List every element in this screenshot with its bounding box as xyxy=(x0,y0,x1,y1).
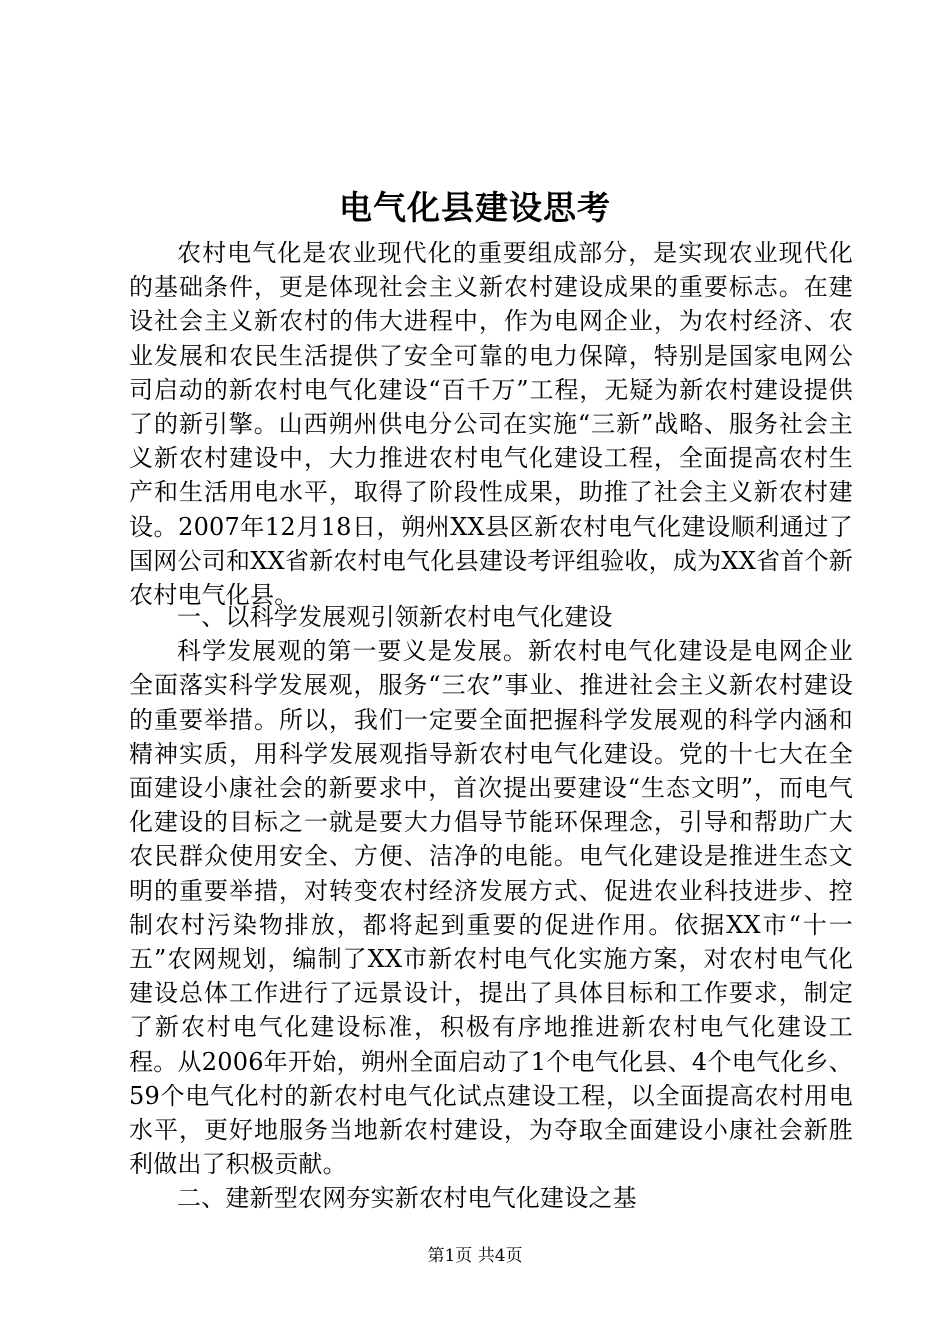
document-title: 电气化县建设思考 xyxy=(339,188,611,227)
page-number: 第1页 共4页 xyxy=(427,1246,523,1266)
section-heading-two: 二、建新型农网夯实新农村电气化建设之基 xyxy=(177,1184,637,1213)
section-one-paragraph: 科学发展观的第一要义是发展。新农村电气化建设是电网企业全面落实科学发展观，服务“三农”事业、推进社会主义新农村建设的重要举措。所以，我们一定要全面把握科学发展观的科学内涵和精神实质，用科学发展观指导新农村电气化建设。党的十七大在全面建设小康社会的新要求中，首次提出要建设“生态文明”，而电气化建设的目标之一就是要大力倡导节能环保理念，引导和帮助广大农民群众使用安全、方便、洁净的电能。电气化建设是推进生态文明的重要举措，对转变农村经济发展方式、促进农业科技进步、控制农村污染物排放，都将起到重要的促进作用。依据XX市“十一五”农网规划，编制了XX市新农村电气化实施方案，对农村电气化建设总体工作进行了远景设计，提出了具体目标和工作要求，制定了新农村电气化建设标准，积极有序地推进新农村电气化建设工程。从2006年开始，朔州全面启动了1个电气化县、4个电气化乡、59个电气化村的新农村电气化试点建设工程，以全面提高农村用电水平，更好地服务当地新农村建设，为夺取全面建设小康社会新胜利做出了积极贡献。 xyxy=(129,637,853,1179)
section-one xyxy=(129,600,853,1216)
intro-paragraph: 农村电气化是农业现代化的重要组成部分，是实现农业现代化的基础条件，更是体现社会主义新农村建设成果的重要标志。在建设社会主义新农村的伟大进程中，作为电网企业，为农村经济、农业发展和农民生活提供了安全可靠的电力保障，特别是国家电网公司启动的新农村电气化建设“百千万”工程，无疑为新农村建设提供了的新引擎。山西朔州供电分公司在实施“三新”战略、服务社会主义新农村建设中，大力推进农村电气化建设工程，全面提高农村生产和生活用电水平，取得了阶段性成果，助推了社会主义新农村建设。2007年12月18日，朔州XX县区新农村电气化建设顺利通过了国网公司和XX省新农村电气化县建设考评组验收，成为XX省首个新农村电气化县。 xyxy=(129,239,853,610)
section-heading-one: 一、以科学发展观引领新农村电气化建设 xyxy=(177,603,613,631)
intro-section xyxy=(129,236,853,612)
